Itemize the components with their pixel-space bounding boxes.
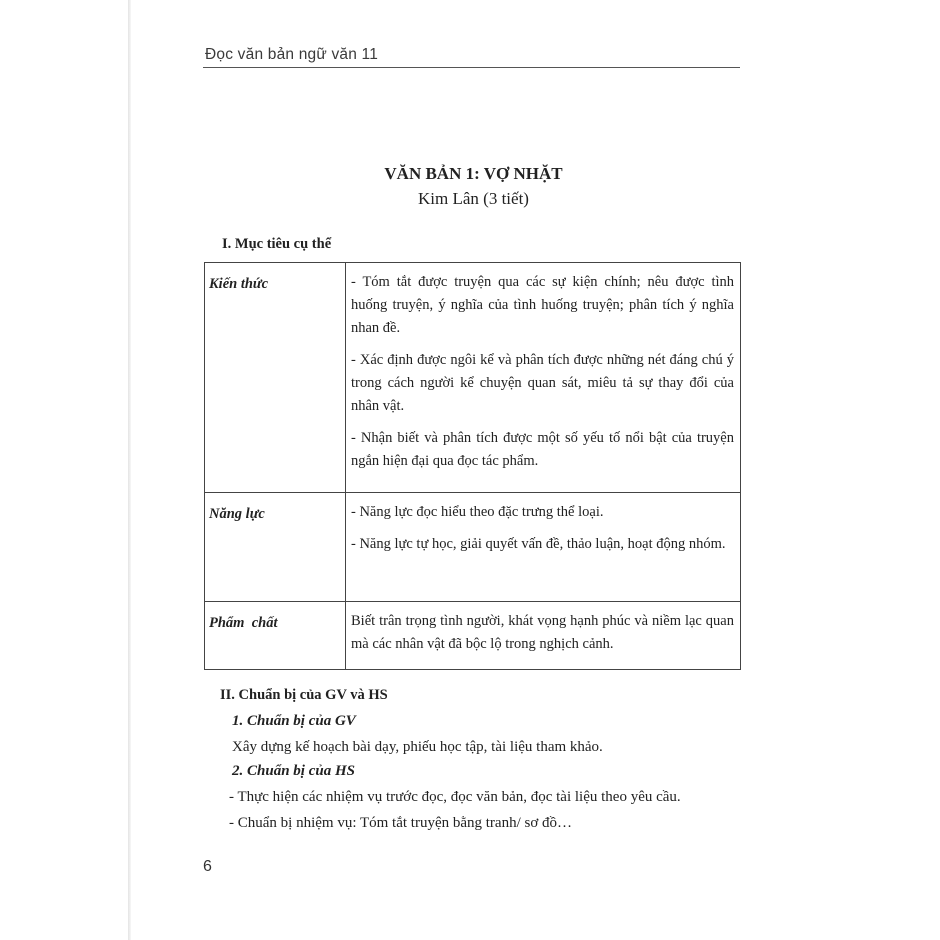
objectives-table — [204, 262, 741, 670]
table-row — [205, 493, 741, 602]
document-subtitle: Kim Lân (3 tiết) — [418, 189, 529, 208]
running-header: Đọc văn bản ngữ văn 11 — [205, 46, 379, 63]
list-item: - Chuẩn bị nhiệm vụ: Tóm tắt truyện bằng tranh/ sơ đồ… — [229, 815, 573, 831]
list-item: - Nhận biết và phân tích được một số yếu tố nổi bật của truyện ngắn hiện đại qua đọc tác phẩm. — [351, 430, 734, 469]
list-item: - Năng lực đọc hiểu theo đặc trưng thể loại. — [351, 504, 604, 520]
row-content-cell — [346, 263, 741, 493]
row-label-cell — [205, 263, 346, 493]
teacher-prep-text: Xây dựng kế hoạch bài dạy, phiếu học tập, tài liệu tham khảo. — [232, 739, 603, 755]
list-item: - Xác định được ngôi kể và phân tích được những nét đáng chú ý trong cách người kể chuyện quan sát, miêu tả sự thay đổi của nhân vật. — [351, 352, 734, 414]
row-label-competence: Năng lực — [209, 506, 265, 522]
subheading-student-prep: 2. Chuẩn bị của HS — [232, 763, 355, 779]
list-item: - Năng lực tự học, giải quyết vấn đề, thảo luận, hoạt động nhóm. — [351, 536, 726, 552]
list-item: Biết trân trọng tình người, khát vọng hạnh phúc và niềm lạc quan mà các nhân vật đã bộc lộ trong nghịch cảnh. — [351, 613, 734, 652]
subheading-teacher-prep: 1. Chuẩn bị của GV — [232, 713, 356, 729]
row-label-cell — [205, 602, 346, 670]
list-item: - Thực hiện các nhiệm vụ trước đọc, đọc văn bản, đọc tài liệu theo yêu cầu. — [229, 789, 681, 805]
document-title: VĂN BẢN 1: VỢ NHẶT — [384, 164, 563, 183]
row-content-cell — [346, 602, 741, 670]
table-row — [205, 263, 741, 493]
section-heading-preparation: II. Chuẩn bị của GV và HS — [220, 687, 388, 703]
header-rule — [203, 67, 740, 68]
section-heading-objectives: I. Mục tiêu cụ thể — [222, 236, 332, 252]
row-label-cell — [205, 493, 346, 602]
page-number: 6 — [203, 858, 212, 875]
list-item: - Tóm tắt được truyện qua các sự kiện chính; nêu được tình huống truyện, ý nghĩa của tình huống truyện; phân tích ý nghĩa nhan đề. — [351, 274, 734, 336]
row-content-cell — [346, 493, 741, 602]
row-label-knowledge: Kiến thức — [209, 276, 269, 292]
table-row — [205, 602, 741, 670]
page-edge-shadow — [128, 0, 131, 940]
row-label-qualities: Phẩm chất — [209, 615, 278, 631]
